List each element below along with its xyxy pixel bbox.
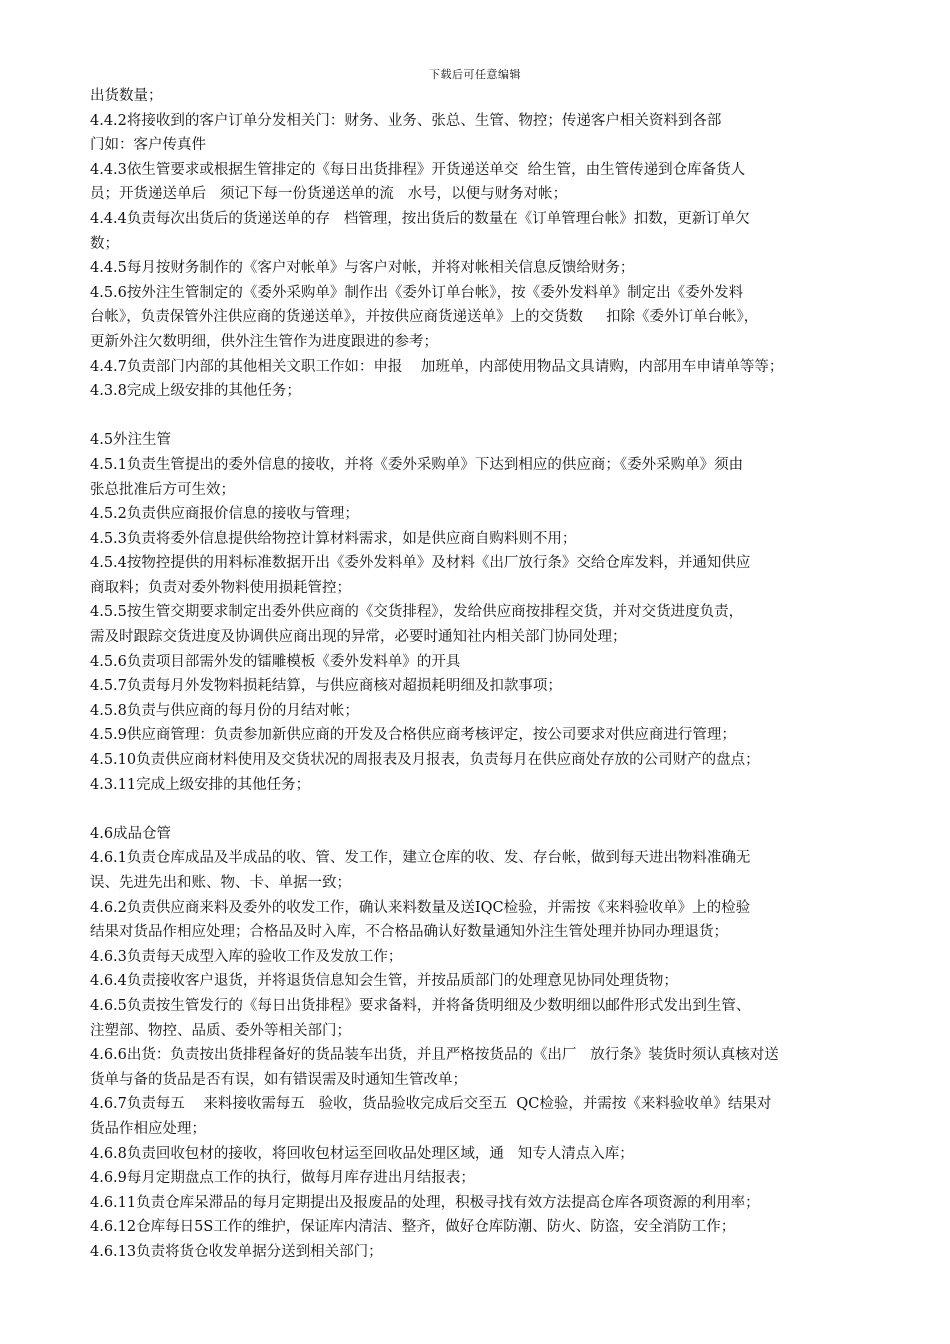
text-line: 4.5.7负责每月外发物料损耗结算，与供应商核对超损耗明细及扣款事项；	[90, 678, 562, 695]
text-line: 4.5.6负责项目部需外发的镭雕模板《委外发料单》的开具	[90, 653, 461, 670]
text-line: 4.6.11负责仓库呆滞品的每月定期提出及报废品的处理，积极寻找有效方法提高仓库各项资源的利用率；	[90, 1194, 760, 1211]
text-line: 误、先进先出和账、物、卡、单据一致；	[90, 875, 351, 891]
text-line: 4.3.8完成上级安排的其他任务；	[90, 383, 301, 400]
text-line: 4.4.2将接收到的客户订单分发相关门：财务、业务、张总、生管、物控；传递客户相关资料到各部	[90, 112, 722, 129]
text-line: 4.6.4负责接收客户退货，并将退货信息知会生管，并按品质部门的处理意见协同处理货物；	[90, 973, 678, 990]
text-line: 4.4.5每月按财务制作的《客户对帐单》与客户对帐，并将对帐相关信息反馈给财务；	[90, 260, 635, 277]
text-line: 4.6.1负责仓库成品及半成品的收、管、发工作，建立仓库的收、发、存台帐，做到每天进出物料准确无	[90, 850, 751, 867]
text-line: 4.4.7负责部门内部的其他相关文职工作如：申报 加班单，内部使用物品文具请购，内部用车申请单等等；	[90, 358, 784, 375]
text-line: 4.6成品仓管	[90, 825, 172, 842]
text-line: 4.6.2负责供应商来料及委外的收发工作，确认来料数量及送IQC检验，并需按《来料验收单》上的检验	[90, 899, 751, 916]
text-line: 商取料；负责对委外物料使用损耗管控；	[90, 579, 351, 596]
text-line: 4.5.6按外注生管制定的《委外采购单》制作出《委外订单台帐》，按《委外发料单》制定出《委外发料	[90, 284, 744, 301]
text-line: 4.6.3负责每天成型入库的验收工作及发放工作；	[90, 948, 403, 965]
text-line: 4.5.10负责供应商材料使用及交货状况的周报表及月报表，负责每月在供应商处存放的公司财产的盘点；	[90, 752, 760, 769]
text-line: 数；	[90, 235, 119, 252]
text-line: 4.5.8负责与供应商的每月份的月结对帐；	[90, 702, 359, 719]
blank-line	[90, 797, 880, 822]
text-line: 员；开货递送单后 须记下每一份货递送单的流 水号，以便与财务对帐；	[90, 186, 568, 203]
text-line: 货品作相应处理；	[90, 1120, 206, 1137]
text-line: 4.5.2负责供应商报价信息的接收与管理；	[90, 506, 359, 523]
text-line: 4.6.6出货：负责按出货排程备好的货品装车出货，并且严格按货品的《出厂 放行条》装货时须认真核对送	[90, 1047, 779, 1064]
text-line: 4.5.1负责生管提出的委外信息的接收，并将《委外采购单》下达到相应的供应商；《委外采购单》须由	[90, 456, 744, 473]
text-line: 4.4.3依生管要求或根据生管排定的《每日出货排程》开货递送单交 给生管，由生管传递到仓库备货人	[90, 161, 746, 178]
text-line: 门如：客户传真件	[90, 137, 206, 154]
text-line: 出货数量；	[90, 88, 163, 104]
page-header: 下载后可任意编辑	[429, 68, 521, 81]
text-line: 4.5外注生管	[90, 432, 172, 449]
text-line: 4.5.5按生管交期要求制定出委外供应商的《交货排程》，发给供应商按排程交货，并对交货进度负责，	[90, 604, 744, 621]
text-line: 台帐》，负责保管外注供应商的货递送单》，并按供应商货递送单》上的交货数 扣除《委外订单台帐》，	[90, 309, 759, 326]
document-body	[90, 84, 880, 1265]
text-line: 4.6.7负责每五 来料接收需每五 验收，货品验收完成后交至五 QC检验，并需按《来料验收单》结果对	[90, 1096, 772, 1113]
text-line: 更新外注欠数明细，供外注生管作为进度跟进的参考；	[90, 333, 438, 350]
text-line: 4.6.12仓库每日5S工作的维护，保证库内清洁、整齐，做好仓库防潮、防火、防盗，安全消防工作；	[90, 1219, 736, 1236]
text-line: 张总批准后方可生效；	[90, 481, 235, 498]
text-line: 4.5.4按物控提供的用料标准数据开出《委外发料单》及材料《出厂放行条》交给仓库发料，并通知供应	[90, 555, 751, 572]
text-line: 注塑部、物控、品质、委外等相关部门；	[90, 1022, 351, 1039]
text-line: 4.3.11完成上级安排的其他任务；	[90, 776, 311, 793]
text-line: 4.6.13负责将货仓收发单据分送到相关部门；	[90, 1243, 383, 1260]
text-line: 4.6.5负责按生管发行的《每日出货排程》要求备料，并将备货明细及少数明细以邮件形式发出到生管、	[90, 997, 751, 1014]
text-line: 需及时跟踪交货进度及协调供应商出现的异常，必要时通知社内相关部门协同处理；	[90, 629, 627, 646]
text-line: 货单与备的货品是否有误，如有错误需及时通知生管改单；	[90, 1071, 467, 1088]
text-line: 结果对货品作相应处理；合格品及时入库，不合格品确认好数量通知外注生管处理并协同办理退货；	[90, 924, 728, 941]
text-line: 4.6.8负责回收包材的接收，将回收包材运至回收品处理区域，通 知专人清点入库；	[90, 1145, 634, 1162]
text-line: 4.4.4负责每次出货后的货递送单的存 档管理，按出货后的数量在《订单管理台帐》扣数，更新订单欠	[90, 210, 750, 227]
text-line: 4.5.3负责将委外信息提供给物控计算材料需求，如是供应商自购料则不用；	[90, 530, 577, 547]
blank-line	[90, 404, 880, 429]
text-line: 4.6.9每月定期盘点工作的执行，做每月库存进出月结报表；	[90, 1170, 475, 1187]
text-line: 4.5.9供应商管理：负责参加新供应商的开发及合格供应商考核评定，按公司要求对供应商进行管理；	[90, 727, 736, 744]
